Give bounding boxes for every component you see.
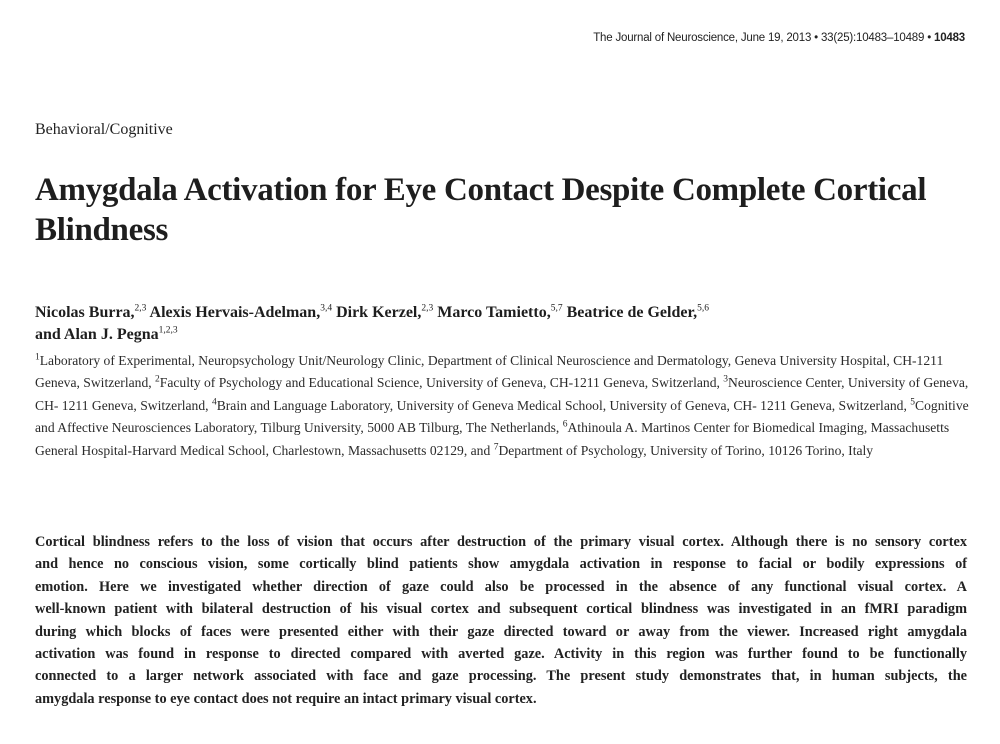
affiliations xyxy=(35,350,970,462)
article-title: Amygdala Activation for Eye Contact Despite Complete Cortical Blindness xyxy=(35,172,927,248)
affiliation-item: $^4$Brain and Language Laboratory, University of Geneva Medical School, University of Geneva, CH- 1211 Geneva, Switzerland, xyxy=(211,397,907,413)
author-list xyxy=(35,302,965,346)
abstract-line: well-known patient with bilateral destruction of his visual cortex and subsequent cortical blindness was investigated in an fMRI paradigm xyxy=(35,601,967,618)
running-head xyxy=(593,32,965,44)
abstract-line: and hence no conscious vision, some cortically blind patients show amygdala activation in response to facial or bodily expressions of xyxy=(35,556,967,573)
affiliation-item: $^5$Cognitive and Affective Neurosciences Laboratory, Tilburg University, 5000 AB Tilburg, The Netherlands, xyxy=(35,397,969,436)
affiliation-paragraph xyxy=(35,350,970,462)
volume-issue-pages: 33(25):10483–10489 xyxy=(820,32,925,44)
author: Marco Tamietto,$^{5,7}$ xyxy=(437,303,563,321)
author: Dirk Kerzel,$^{2,3}$ xyxy=(336,303,434,321)
affiliation-item: $^1$Laboratory of Experimental, Neuropsychology Unit/Neurology Clinic, Department of Clinical Neuroscience and Dermatology, Geneva University Hospital, CH-1211 Geneva, Switzerland, xyxy=(35,352,944,391)
abstract-line: emotion. Here we investigated whether direction of gaze could also be processed in the absence of any functional visual cortex. A xyxy=(35,578,967,595)
affiliation-item: $^2$Faculty of Psychology and Educational Science, University of Geneva, CH-1211 Geneva, Switzerland, xyxy=(155,374,720,391)
abstract-line: during which blocks of faces were presented either with their gaze directed toward or away from the viewer. Increased right amygdala xyxy=(35,623,967,640)
author: Beatrice de Gelder,$^{5,6}$ xyxy=(566,303,709,321)
abstract-line: connected to a larger network associated with face and gaze processing. The present study demonstrates that, in human subjects, the xyxy=(35,668,967,685)
journal-citation: The Journal of Neuroscience, June 19, 2013 xyxy=(593,32,812,44)
author: and Alan J. Pegna$^{1,2,3}$ xyxy=(35,325,178,343)
page-number: 10483 xyxy=(934,32,965,44)
bullet-separator: • xyxy=(927,32,932,44)
bullet-separator: • xyxy=(814,32,818,44)
abstract-line: Cortical blindness refers to the loss of vision that occurs after destruction of the primary visual cortex. Although there is no sensory cortex xyxy=(35,534,967,550)
section-label: Behavioral/Cognitive xyxy=(35,121,173,138)
author: Alexis Hervais-Adelman,$^{3,4}$ xyxy=(149,303,333,321)
abstract xyxy=(35,531,967,710)
abstract-line: activation was found in response to directed compared with averted gaze. Activity in this region was further found to be functionally xyxy=(35,646,967,663)
affiliation-item: $^7$Department of Psychology, University of Torino, 10126 Torino, Italy xyxy=(493,442,874,458)
affiliation-item: $^3$Neuroscience Center, University of Geneva, CH- 1211 Geneva, Switzerland, xyxy=(35,374,969,413)
author: Nicolas Burra,$^{2,3}$ xyxy=(35,303,147,321)
affiliation-item: $^6$Athinoula A. Martinos Center for Biomedical Imaging, Massachusetts General Hospital-Harvard Medical School, Charlestown, Massachusetts 02129, and xyxy=(35,419,950,458)
abstract-line: amygdala response to eye contact does not require an intact primary visual cortex. xyxy=(35,690,537,707)
